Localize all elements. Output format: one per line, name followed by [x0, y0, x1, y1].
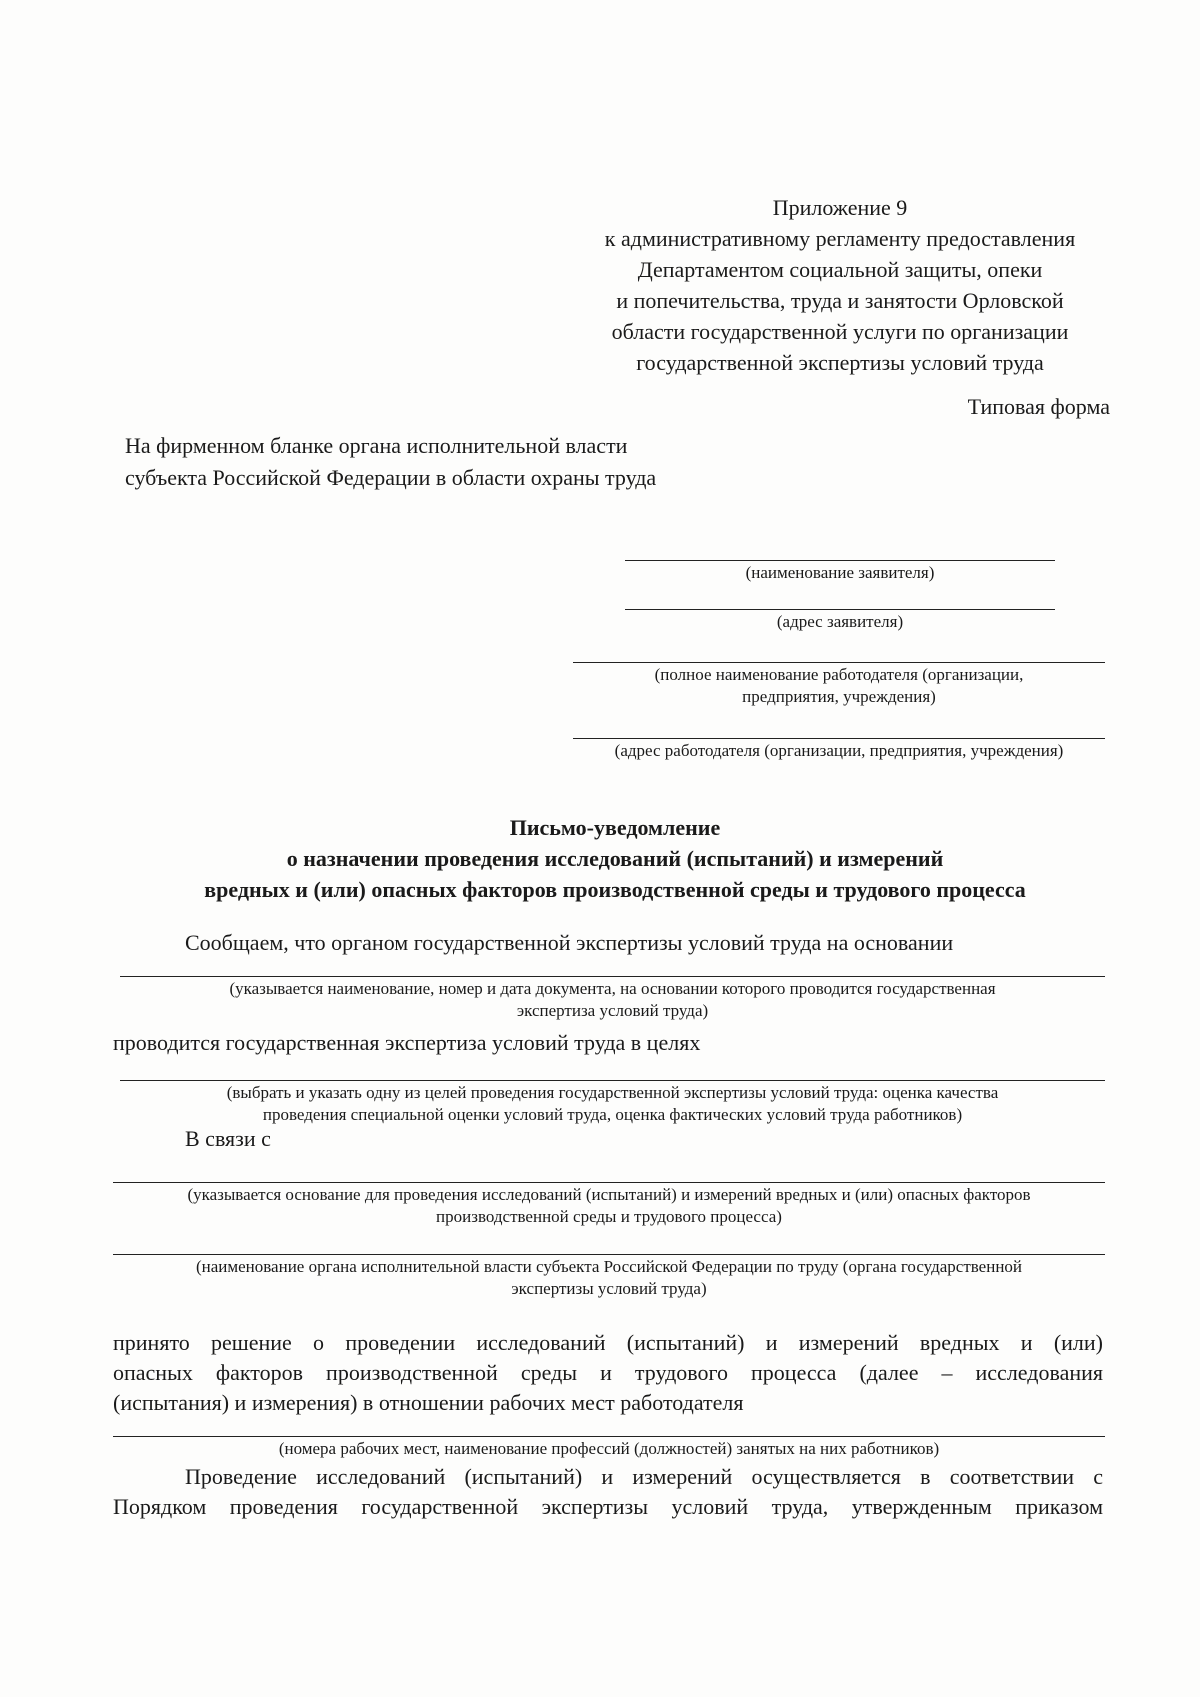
authority-blank: [113, 1254, 1105, 1255]
employer-address-blank: [573, 738, 1105, 739]
caption-line: предприятия, учреждения): [742, 687, 936, 706]
caption-line: проведения специальной оценки условий труда, оценка фактических условий труда работников): [262, 1105, 963, 1124]
applicant-address-caption: (адрес заявителя): [776, 612, 904, 631]
applicant-name-blank: [625, 560, 1055, 561]
employer-address-caption: (адрес работодателя (организации, предприятия, учреждения): [614, 741, 1064, 760]
appendix-line: Департаментом социальной защиты, опеки: [637, 257, 1043, 282]
decision-line: опасных факторов производственной среды и трудового процесса (далее – исследования: [113, 1360, 1103, 1385]
reason-caption: [113, 1184, 1105, 1228]
reason-blank: [113, 1182, 1105, 1183]
letter-title: [120, 812, 1110, 905]
caption-line: экспертиза условий труда): [516, 1001, 709, 1020]
procedure-line: Порядком проведения государственной экспертизы условий труда, утвержденным приказом: [113, 1494, 1103, 1519]
appendix-line: Приложение 9: [772, 195, 908, 220]
caption-line: (указывается наименование, номер и дата документа, на основании которого проводится государственная: [229, 979, 996, 998]
letterhead-note: [125, 430, 745, 494]
procedure-line: Проведение исследований (испытаний) и измерений осуществляется в соответствии с: [185, 1464, 1103, 1489]
basis-document-blank: [120, 976, 1105, 977]
title-line: Письмо-уведомление: [509, 815, 721, 840]
paragraph-reason: В связи с: [185, 1126, 271, 1151]
letterhead-line: На фирменном бланке органа исполнительной власти: [125, 433, 628, 458]
appendix-line: области государственной услуги по организации: [611, 319, 1069, 344]
purpose-blank: [120, 1080, 1105, 1081]
paragraph-purpose: проводится государственная экспертиза условий труда в целях: [113, 1030, 701, 1055]
caption-line: производственной среды и трудового процесса): [436, 1207, 782, 1226]
typical-form-label: Типовая форма: [967, 394, 1110, 419]
decision-line: (испытания) и измерения) в отношении рабочих мест работодателя: [113, 1390, 744, 1415]
decision-line: принято решение о проведении исследований (испытаний) и измерений вредных и (или): [113, 1330, 1103, 1355]
applicant-name-caption: (наименование заявителя): [745, 563, 935, 582]
appendix-header: [570, 192, 1110, 378]
workplaces-blank: [113, 1436, 1105, 1437]
basis-document-caption: [120, 978, 1105, 1022]
paragraph-decision: [113, 1328, 1103, 1418]
letterhead-line: субъекта Российской Федерации в области охраны труда: [125, 465, 657, 490]
caption-line: (полное наименование работодателя (организации,: [654, 665, 1024, 684]
purpose-caption: [120, 1082, 1105, 1126]
paragraph-intro: Сообщаем, что органом государственной экспертизы условий труда на основании: [185, 930, 954, 955]
paragraph-procedure: [113, 1462, 1103, 1522]
employer-name-caption: [573, 664, 1105, 708]
title-line: о назначении проведения исследований (испытаний) и измерений: [286, 846, 944, 871]
caption-line: (наименование органа исполнительной власти субъекта Российской Федерации по труду (органа государственной: [195, 1257, 1023, 1276]
title-line: вредных и (или) опасных факторов производственной среды и трудового процесса: [204, 877, 1026, 902]
employer-name-blank: [573, 662, 1105, 663]
caption-line: (указывается основание для проведения исследований (испытаний) и измерений вредных и (или) опасных факторов: [187, 1185, 1031, 1204]
appendix-line: государственной экспертизы условий труда: [636, 350, 1044, 375]
authority-caption: [113, 1256, 1105, 1300]
applicant-address-blank: [625, 609, 1055, 610]
appendix-line: и попечительства, труда и занятости Орловской: [616, 288, 1064, 313]
workplaces-caption: (номера рабочих мест, наименование профессий (должностей) занятых на них работников): [278, 1439, 940, 1458]
caption-line: экспертизы условий труда): [511, 1279, 707, 1298]
appendix-line: к административному регламенту предоставления: [604, 226, 1076, 251]
caption-line: (выбрать и указать одну из целей проведения государственной экспертизы условий труда: оценка качества: [226, 1083, 999, 1102]
